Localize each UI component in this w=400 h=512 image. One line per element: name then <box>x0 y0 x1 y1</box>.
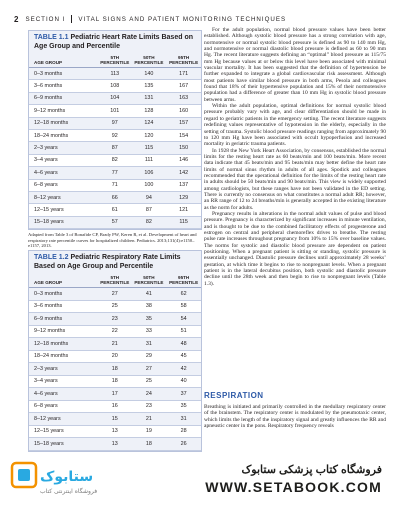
table-row <box>29 129 201 141</box>
running-header <box>14 12 386 26</box>
table-row <box>29 204 201 216</box>
table-row <box>29 413 201 426</box>
percentile-cell: 115 <box>132 142 167 154</box>
percentile-cell: 29 <box>132 350 167 363</box>
percentile-cell: 157 <box>166 117 201 129</box>
percentile-cell: 24 <box>132 388 167 401</box>
percentile-cell: 15 <box>98 413 132 426</box>
logo-icon <box>10 459 110 501</box>
table-row <box>29 80 201 92</box>
age-group-cell: 3–4 years <box>29 375 98 388</box>
table-row <box>29 400 201 413</box>
logo-wordmark: ستابوک <box>40 469 94 485</box>
age-group-cell: 3–6 months <box>29 300 98 313</box>
percentile-cell: 23 <box>132 400 167 413</box>
table-row <box>29 350 201 363</box>
age-group-cell: 3–6 months <box>29 80 98 92</box>
percentile-cell: 42 <box>166 363 201 376</box>
percentile-cell: 57 <box>98 216 132 228</box>
table-row <box>29 154 201 166</box>
table-row <box>29 167 201 179</box>
percentile-cell: 35 <box>166 400 201 413</box>
percentile-cell: 131 <box>132 92 167 104</box>
percentile-cell: 45 <box>166 350 201 363</box>
percentile-cell: 82 <box>98 154 132 166</box>
table-title: Pediatric Respiratory Rate Limits Based on Age Group and Percentile <box>34 254 181 270</box>
percentile-cell: 163 <box>166 92 201 104</box>
percentile-cell: 113 <box>98 68 132 80</box>
percentile-cell: 160 <box>166 105 201 117</box>
watermark-persian: فروشگاه کتاب پزشکی ستابوک <box>241 464 382 476</box>
percentile-cell: 121 <box>166 204 201 216</box>
percentile-cell: 124 <box>132 117 167 129</box>
percentile-cell: 135 <box>132 80 167 92</box>
age-group-cell: 8–12 years <box>29 191 98 203</box>
percentile-cell: 13 <box>98 425 132 438</box>
table-row <box>29 438 201 451</box>
section-title: VITAL SIGNS AND PATIENT MONITORING TECHNIQUES <box>78 15 287 23</box>
percentile-cell: 111 <box>132 154 167 166</box>
setabook-logo <box>10 459 110 501</box>
percentile-cell: 38 <box>132 300 167 313</box>
table-row <box>29 363 201 376</box>
age-group-cell: 9–12 months <box>29 325 98 338</box>
table-footnote: Adapted from Table 3 of Bonafide CP, Brady PW, Keren R, et al. Development of heart and respiratory rate percentile curves for hospitalized children. Pediatrics. 2013;131(4):e1150–e1157, 2013. <box>28 232 197 249</box>
percentile-cell: 16 <box>98 400 132 413</box>
age-group-cell: 12–15 years <box>29 425 98 438</box>
table-row <box>29 68 201 80</box>
percentile-cell: 115 <box>166 216 201 228</box>
table-number: TABLE 1.1 <box>34 34 69 41</box>
percentile-cell: 154 <box>166 129 201 141</box>
percentile-cell: 20 <box>98 350 132 363</box>
body-paragraph: In 1928 the New York Heart Association, by consensus, established the normal limits for the resting heart rate as 60 beats/min and 100 beats/min. More recent data indicate that 45 beats/min and 95 beats/min may better define the heart rate limits of normal sinus rhythm in adults of all ages. Spodick and colleagues recommended that the operational definition for the limits of the resting heart rate in adults should be 50 beats/min and 90 beats/min. This view is widely supported among cardiologists, but these ranges have not been validated in the ED setting. There is currently no consensus on what constitutes a normal adult RR; however, an RR range of 12 to 24 breaths/min is generally accepted in the existing literature as the norm for adults. <box>204 147 386 211</box>
percentile-cell: 21 <box>98 338 132 351</box>
table-row <box>29 92 201 104</box>
table-row <box>29 338 201 351</box>
watermark <box>152 463 382 495</box>
percentile-cell: 106 <box>132 167 167 179</box>
table-number: TABLE 1.2 <box>34 254 69 261</box>
age-group-cell: 6–9 months <box>29 313 98 326</box>
age-group-cell: 2–3 years <box>29 363 98 376</box>
body-paragraph: Within the adult population, optimal definitions for normal systolic blood pressure probably vary with age, and clear differentiation should be made in regard to geriatric patients in the emergency setting. The recent literature suggests redefining values representative of hypotension in the elderly, especially in the setting of trauma. Systolic blood pressure readings ranging from approximately 90 to 120 mm Hg have been associated with occult hypoperfusion and increased mortality in geriatric trauma patients. <box>204 103 386 148</box>
percentile-cell: 23 <box>98 313 132 326</box>
column-header-50th: 50TH PERCENTILE <box>132 53 167 68</box>
percentile-cell: 142 <box>166 167 201 179</box>
table-row <box>29 375 201 388</box>
percentile-cell: 18 <box>98 363 132 376</box>
percentile-cell: 27 <box>98 288 132 301</box>
table-row <box>29 191 201 203</box>
percentile-cell: 92 <box>98 129 132 141</box>
percentile-cell: 137 <box>166 179 201 191</box>
percentile-cell: 28 <box>166 425 201 438</box>
age-group-cell: 15–18 years <box>29 438 98 451</box>
percentile-cell: 18 <box>132 438 167 451</box>
age-group-cell: 4–6 years <box>29 167 98 179</box>
percentile-cell: 21 <box>132 413 167 426</box>
column-header-5th: 5TH PERCENTILE <box>98 273 132 288</box>
age-group-cell: 18–24 months <box>29 129 98 141</box>
table-row <box>29 288 201 301</box>
age-group-cell: 12–15 years <box>29 204 98 216</box>
percentile-cell: 167 <box>166 80 201 92</box>
age-group-cell: 6–8 years <box>29 179 98 191</box>
percentile-cell: 104 <box>98 92 132 104</box>
column-header-age: AGE GROUP <box>29 53 98 68</box>
percentile-cell: 150 <box>166 142 201 154</box>
column-header-95th: 95TH PERCENTILE <box>166 53 201 68</box>
body-paragraph: Breathing is initiated and primarily controlled in the medullary respiratory center of the brainstem. The respiratory center is modulated by the pneumotaxic center, which limits the length of the inspiratory signal and greatly influences the RR and apneustic center in the pons. Respiratory frequency reveals <box>204 404 386 430</box>
percentile-cell: 120 <box>132 129 167 141</box>
body-text-column <box>204 27 386 287</box>
percentile-cell: 40 <box>166 375 201 388</box>
percentile-cell: 100 <box>132 179 167 191</box>
percentile-cell: 129 <box>166 191 201 203</box>
percentile-cell: 94 <box>132 191 167 203</box>
percentile-cell: 31 <box>132 338 167 351</box>
percentile-cell: 17 <box>98 388 132 401</box>
percentile-cell: 22 <box>98 325 132 338</box>
age-group-cell: 8–12 years <box>29 413 98 426</box>
age-group-cell: 9–12 months <box>29 105 98 117</box>
age-group-cell: 0–3 months <box>29 288 98 301</box>
table-row <box>29 300 201 313</box>
watermark-url: WWW.SETABOOK.COM <box>205 479 382 495</box>
table-row <box>29 325 201 338</box>
percentile-cell: 18 <box>98 375 132 388</box>
percentile-cell: 101 <box>98 105 132 117</box>
percentile-cell: 26 <box>166 438 201 451</box>
column-header-5th: 5TH PERCENTILE <box>98 53 132 68</box>
percentile-cell: 171 <box>166 68 201 80</box>
table-row <box>29 388 201 401</box>
age-group-cell: 6–9 months <box>29 92 98 104</box>
percentile-cell: 82 <box>132 216 167 228</box>
percentile-cell: 48 <box>166 338 201 351</box>
table-row <box>29 425 201 438</box>
heart-rate-table <box>28 30 202 230</box>
column-header-50th: 50TH PERCENTILE <box>132 273 167 288</box>
percentile-cell: 25 <box>132 375 167 388</box>
percentile-cell: 108 <box>98 80 132 92</box>
percentile-cell: 37 <box>166 388 201 401</box>
percentile-cell: 27 <box>132 363 167 376</box>
percentile-cell: 128 <box>132 105 167 117</box>
table-row <box>29 105 201 117</box>
percentile-cell: 77 <box>98 167 132 179</box>
age-group-cell: 12–18 months <box>29 338 98 351</box>
table-caption <box>29 251 201 273</box>
percentile-cell: 140 <box>132 68 167 80</box>
age-group-cell: 6–8 years <box>29 400 98 413</box>
page-number: 2 <box>14 14 20 24</box>
table-caption <box>29 31 201 53</box>
age-group-cell: 12–18 months <box>29 117 98 129</box>
percentile-cell: 87 <box>98 142 132 154</box>
table-row <box>29 117 201 129</box>
percentile-cell: 87 <box>132 204 167 216</box>
percentile-cell: 31 <box>166 413 201 426</box>
percentile-cell: 19 <box>132 425 167 438</box>
header-divider <box>71 15 72 23</box>
column-header-age: AGE GROUP <box>29 273 98 288</box>
table-row <box>29 216 201 228</box>
percentile-cell: 61 <box>98 204 132 216</box>
age-group-cell: 2–3 years <box>29 142 98 154</box>
percentile-cell: 62 <box>166 288 201 301</box>
section-heading: RESPIRATION <box>204 391 264 400</box>
section-label: SECTION I <box>25 15 66 23</box>
percentile-cell: 25 <box>98 300 132 313</box>
percentile-cell: 51 <box>166 325 201 338</box>
age-group-cell: 18–24 months <box>29 350 98 363</box>
logo-tagline: فروشگاه اینترنتی کتاب <box>40 488 98 495</box>
age-group-cell: 15–18 years <box>29 216 98 228</box>
table-title: Pediatric Heart Rate Limits Based on Age Group and Percentile <box>34 34 193 50</box>
percentile-cell: 33 <box>132 325 167 338</box>
age-group-cell: 4–6 years <box>29 388 98 401</box>
age-group-cell: 3–4 years <box>29 154 98 166</box>
percentile-cell: 71 <box>98 179 132 191</box>
column-header-95th: 95TH PERCENTILE <box>166 273 201 288</box>
percentile-cell: 58 <box>166 300 201 313</box>
percentile-cell: 97 <box>98 117 132 129</box>
percentile-cell: 146 <box>166 154 201 166</box>
percentile-cell: 54 <box>166 313 201 326</box>
percentile-cell: 41 <box>132 288 167 301</box>
age-group-cell: 0–3 months <box>29 68 98 80</box>
body-paragraph: Pregnancy results in alterations in the normal adult values of pulse and blood pressure. Pregnancy is characterized by significant increases in minute ventilation, and is thought to be due to the combined facilitatory effects of progesterone and estrogen on central and peripheral chemoreflex drives to breathe. The resting pulse rate increases throughout pregnancy from 10% to 15% over baseline values. The norms for systolic and diastolic blood pressure are dependent on patient positioning. When a pregnant patient is sitting or standing, systolic pressure is essentially unchanged. Diastolic pressure declines until approximately 28 weeks’ gestation, at which time it begins to rise to nonpregnant levels. When a pregnant patient is in the lateral decubitus position, both systolic and diastolic pressure decline until the 28th week and then begin to rise to nonpregnant levels (Table 1.3). <box>204 210 386 287</box>
percentile-cell: 35 <box>132 313 167 326</box>
body-paragraph: For the adult population, normal blood pressure values have been better established. Although systolic blood pressure has a strong correlation with age, normotensive or normal systolic blood pressure is defined as 90 to 140 mm Hg, and normotensive or normal diastolic blood pressure is defined as 60 to 90 mm Hg. The recent literature suggests defining an “optimal” blood pressure as 115/75 mm Hg because values at or below this level have been associated with minimal vascular mortality. It has been suggested that the definition of hypertension be further expanded to integrate a global cardiovascular risk assessment. Although most patients have similar blood pressure in both arms, Pesola and colleagues found that 18% of their hypertensive population and 15% of their normotensive population had a difference of greater than 10 mm Hg in systolic blood pressure between arms. <box>204 27 386 103</box>
table-row <box>29 179 201 191</box>
percentile-cell: 66 <box>98 191 132 203</box>
respiratory-rate-table <box>28 250 202 452</box>
table-row <box>29 313 201 326</box>
table-row <box>29 142 201 154</box>
percentile-cell: 13 <box>98 438 132 451</box>
